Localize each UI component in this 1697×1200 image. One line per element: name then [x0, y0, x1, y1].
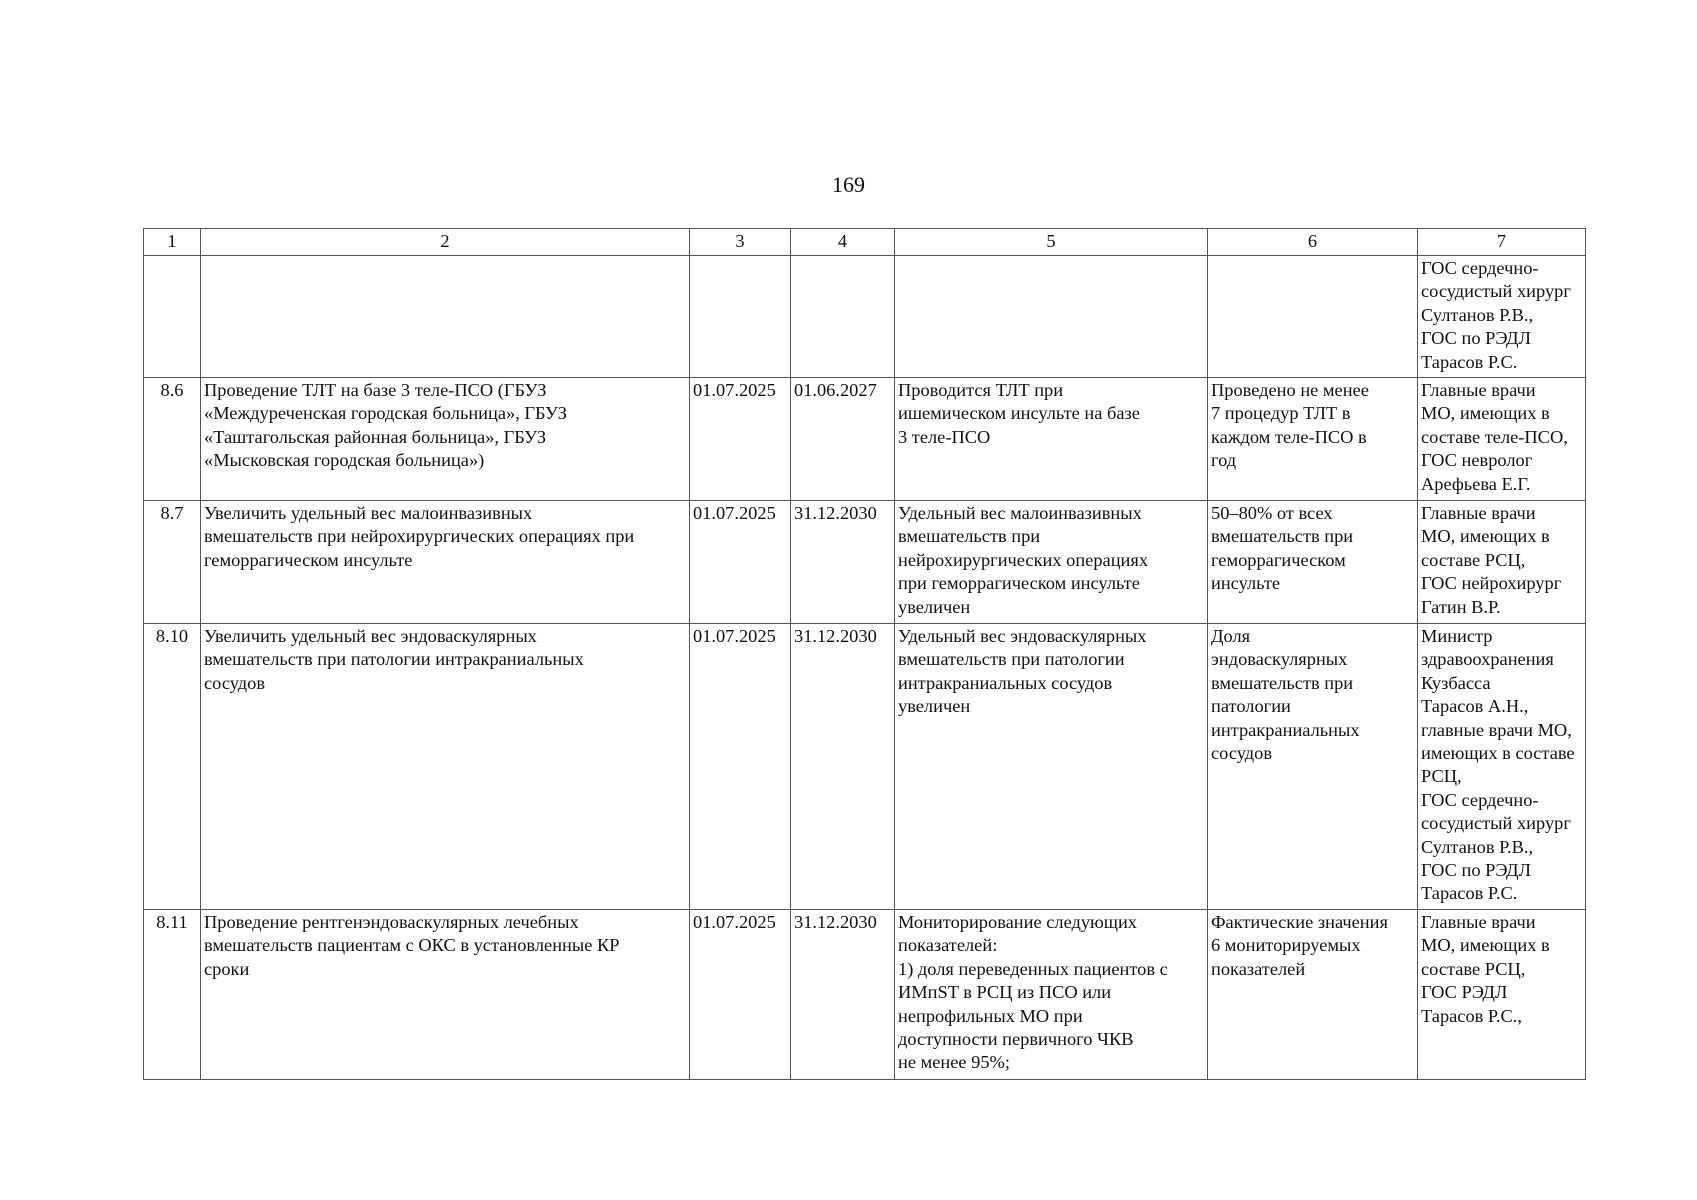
- row-number: 8.7: [144, 501, 201, 624]
- responsible-cell: Министр здравоохранения Кузбасса Тарасов А.Н., главные врачи МО, имеющих в составе РСЦ, ГОС сердечно- сосудистый хирург Султанов Р.В., ГОС по РЭДЛ Тарасов Р.С.: [1418, 624, 1586, 910]
- column-header: 5: [895, 229, 1208, 256]
- end-date-cell: [791, 256, 895, 378]
- responsible-cell: Главные врачи МО, имеющих в составе теле-ПСО, ГОС невролог Арефьева Е.Г.: [1418, 378, 1586, 501]
- activity-cell: Увеличить удельный вес эндоваскулярных вмешательств при патологии интракраниальных сосудов: [201, 624, 690, 910]
- end-date-cell: 31.12.2030: [791, 624, 895, 910]
- indicator-cell: Доля эндоваскулярных вмешательств при патологии интракраниальных сосудов: [1208, 624, 1418, 910]
- start-date-cell: [690, 256, 791, 378]
- end-date-cell: 31.12.2030: [791, 910, 895, 1080]
- activities-table: [143, 228, 1586, 1080]
- result-cell: [895, 256, 1208, 378]
- start-date-cell: 01.07.2025: [690, 910, 791, 1080]
- start-date-cell: 01.07.2025: [690, 378, 791, 501]
- start-date-cell: 01.07.2025: [690, 624, 791, 910]
- row-number: [144, 256, 201, 378]
- indicator-cell: Фактические значения 6 мониторируемых показателей: [1208, 910, 1418, 1080]
- row-number: 8.11: [144, 910, 201, 1080]
- table-row: [144, 501, 1586, 624]
- activity-cell: Проведение рентгенэндоваскулярных лечебных вмешательств пациентам с ОКС в установленные КР сроки: [201, 910, 690, 1080]
- result-cell: Удельный вес малоинвазивных вмешательств при нейрохирургических операциях при геморрагическом инсульте увеличен: [895, 501, 1208, 624]
- page-number: 169: [832, 172, 865, 197]
- column-header: 3: [690, 229, 791, 256]
- table-row: [144, 256, 1586, 378]
- responsible-cell: ГОС сердечно- сосудистый хирург Султанов Р.В., ГОС по РЭДЛ Тарасов Р.С.: [1418, 256, 1586, 378]
- end-date-cell: 31.12.2030: [791, 501, 895, 624]
- column-header: 2: [201, 229, 690, 256]
- start-date-cell: 01.07.2025: [690, 501, 791, 624]
- column-header: 1: [144, 229, 201, 256]
- row-number: 8.6: [144, 378, 201, 501]
- activity-cell: [201, 256, 690, 378]
- activity-cell: Проведение ТЛТ на базе 3 теле-ПСО (ГБУЗ «Междуреченская городская больница», ГБУЗ «Таштагольская районная больница», ГБУЗ «Мысковская городская больница»): [201, 378, 690, 501]
- table-row: [144, 624, 1586, 910]
- row-number: 8.10: [144, 624, 201, 910]
- table-row: [144, 910, 1586, 1080]
- table-header-row: [144, 229, 1586, 256]
- indicator-cell: Проведено не менее 7 процедур ТЛТ в каждом теле-ПСО в год: [1208, 378, 1418, 501]
- column-header: 6: [1208, 229, 1418, 256]
- result-cell: Проводится ТЛТ при ишемическом инсульте на базе 3 теле-ПСО: [895, 378, 1208, 501]
- indicator-cell: [1208, 256, 1418, 378]
- column-header: 7: [1418, 229, 1586, 256]
- table-row: [144, 378, 1586, 501]
- column-header: 4: [791, 229, 895, 256]
- end-date-cell: 01.06.2027: [791, 378, 895, 501]
- responsible-cell: Главные врачи МО, имеющих в составе РСЦ, ГОС РЭДЛ Тарасов Р.С.,: [1418, 910, 1586, 1080]
- indicator-cell: 50–80% от всех вмешательств при геморрагическом инсульте: [1208, 501, 1418, 624]
- result-cell: Мониторирование следующих показателей: 1) доля переведенных пациентов с ИМпST в РСЦ из ПСО или непрофильных МО при доступности первичного ЧКВ не менее 95%;: [895, 910, 1208, 1080]
- activity-cell: Увеличить удельный вес малоинвазивных вмешательств при нейрохирургических операциях при геморрагическом инсульте: [201, 501, 690, 624]
- result-cell: Удельный вес эндоваскулярных вмешательств при патологии интракраниальных сосудов увеличен: [895, 624, 1208, 910]
- responsible-cell: Главные врачи МО, имеющих в составе РСЦ, ГОС нейрохирург Гатин В.Р.: [1418, 501, 1586, 624]
